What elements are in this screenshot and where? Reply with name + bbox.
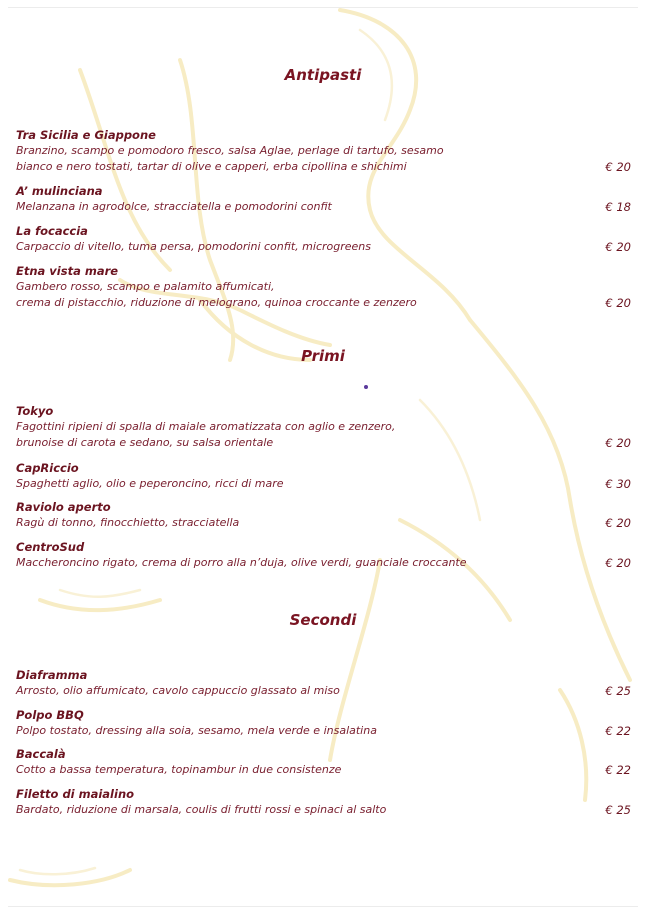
item-price: € 22 <box>605 724 631 738</box>
item-name: La focaccia <box>16 224 88 238</box>
menu-item <box>16 263 634 311</box>
menu-item <box>16 127 634 175</box>
item-description: Fagottini ripieni di spalla di maiale aromatizzata con aglio e zenzero, brunoise di carota e sedano, su salsa orientale <box>16 420 396 449</box>
menu-item <box>16 183 634 215</box>
item-price: € 25 <box>605 803 631 817</box>
item-price: € 22 <box>605 763 631 777</box>
item-name: Tokyo <box>16 404 54 418</box>
menu-item <box>16 223 634 255</box>
item-price: € 20 <box>605 296 631 310</box>
item-name: Etna vista mare <box>16 264 119 278</box>
item-price: € 20 <box>605 240 631 254</box>
section-title-secondi: Secondi <box>289 611 357 629</box>
menu-item <box>16 667 634 699</box>
item-price: € 20 <box>605 516 631 530</box>
item-price: € 20 <box>605 556 631 570</box>
menu-item <box>16 786 634 818</box>
menu-item <box>16 403 634 451</box>
item-name: Baccalà <box>16 747 66 761</box>
item-description: Bardato, riduzione di marsala, coulis di frutti rossi e spinaci al salto <box>16 803 387 816</box>
item-name: Filetto di maialino <box>16 787 135 801</box>
menu-item <box>16 460 634 492</box>
item-description: Branzino, scampo e pomodoro fresco, salsa Aglae, perlage di tartufo, sesamo bianco e nero tostati, tartar di olive e capperi, erba cipollina e shichimi <box>16 144 444 173</box>
top-rule <box>8 7 638 8</box>
item-name: Diaframma <box>16 668 88 682</box>
menu-item <box>16 539 634 571</box>
item-description: Melanzana in agrodolce, stracciatella e pomodorini confit <box>16 200 332 213</box>
item-name: CapRiccio <box>16 461 79 475</box>
item-name: Polpo BBQ <box>16 708 84 722</box>
menu-item <box>16 499 634 531</box>
item-description: Spaghetti aglio, olio e peperoncino, ricci di mare <box>16 477 284 490</box>
item-name: Tra Sicilia e Giappone <box>16 128 156 142</box>
menu-item <box>16 746 634 778</box>
item-price: € 18 <box>605 200 631 214</box>
item-price: € 30 <box>605 477 631 491</box>
item-name: A’ mulinciana <box>16 184 103 198</box>
bottom-rule <box>8 906 638 907</box>
item-description: Maccheroncino rigato, crema di porro alla n’duja, olive verdi, guanciale croccante <box>16 556 467 569</box>
menu-item <box>16 707 634 739</box>
item-name: Raviolo aperto <box>16 500 111 514</box>
item-description: Ragù di tonno, finocchietto, stracciatella <box>16 516 240 529</box>
item-description: Arrosto, olio affumicato, cavolo cappuccio glassato al miso <box>16 684 340 697</box>
decorative-dot <box>364 385 368 389</box>
item-price: € 20 <box>605 436 631 450</box>
item-price: € 20 <box>605 160 631 174</box>
item-description: Carpaccio di vitello, tuma persa, pomodorini confit, microgreens <box>16 240 371 253</box>
section-title-primi: Primi <box>301 347 345 365</box>
item-description: Cotto a bassa temperatura, topinambur in due consistenze <box>16 763 342 776</box>
item-description: Gambero rosso, scampo e palamito affumicati, crema di pistacchio, riduzione di melograno, quinoa croccante e zenzero <box>16 280 417 309</box>
section-title-antipasti: Antipasti <box>284 66 362 84</box>
item-price: € 25 <box>605 684 631 698</box>
item-description: Polpo tostato, dressing alla soia, sesamo, mela verde e insalatina <box>16 724 377 737</box>
item-name: CentroSud <box>16 540 85 554</box>
